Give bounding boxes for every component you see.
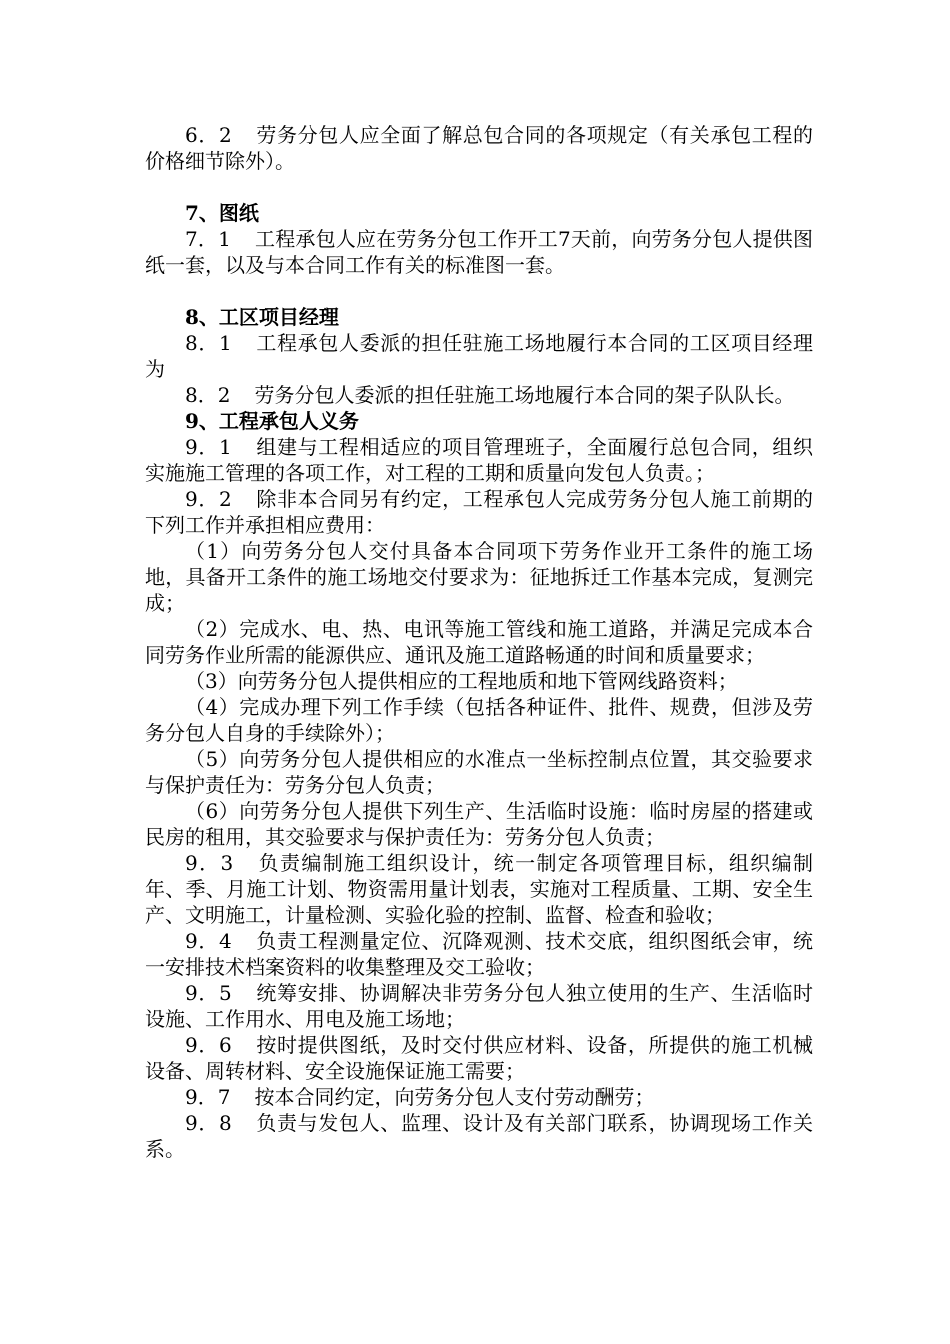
clause-7-1 — [145, 226, 813, 278]
clause-number: 9．6 — [185, 1033, 232, 1057]
clause-text: 工程承包人应在劳务分包工作开工7天前，向劳务分包人提供图纸一套，以及与本合同工作有关的标准图一套。 — [145, 227, 813, 277]
clause-6-2 — [145, 122, 813, 174]
clause-number: 8．1 — [185, 331, 232, 355]
clause-text: 工程承包人委派的担任驻施工场地履行本合同的工区项目经理为 — [145, 331, 814, 381]
clause-9-2 — [145, 486, 813, 538]
list-item-4: （4）完成办理下列工作手续（包括各种证件、批件、规费，但涉及劳务分包人自身的手续除外）； — [145, 695, 813, 745]
clause-8-2 — [145, 382, 813, 408]
clause-number: 9．7 — [185, 1085, 231, 1109]
clause-number: 9．2 — [185, 487, 232, 511]
section-heading-8: 8、工区项目经理 — [185, 305, 339, 329]
clause-number: 9．1 — [185, 435, 232, 459]
clause-text: 按时提供图纸，及时交付供应材料、设备，所提供的施工机械设备、周转材料、安全设施保证施工需要； — [145, 1033, 814, 1083]
clause-number: 6．2 — [185, 123, 232, 147]
clause-9-8 — [145, 1110, 813, 1162]
list-item-2: （2）完成水、电、热、电讯等施工管线和施工道路，并满足完成本合同劳务作业所需的能源供应、通讯及施工道路畅通的时间和质量要求； — [145, 617, 813, 667]
section-heading-9: 9、工程承包人义务 — [185, 409, 359, 433]
clause-number: 9．8 — [185, 1111, 232, 1135]
list-item-1: （1）向劳务分包人交付具备本合同项下劳务作业开工条件的施工场地，具备开工条件的施工场地交付要求为：征地拆迁工作基本完成，复测完成； — [145, 539, 813, 615]
section-heading-7: 7、图纸 — [185, 201, 259, 225]
clause-text: 统筹安排、协调解决非劳务分包人独立使用的生产、生活临时设施、工作用水、用电及施工场地； — [145, 981, 814, 1031]
spacer — [145, 278, 813, 304]
clause-text: 除非本合同另有约定，工程承包人完成劳务分包人施工前期的下列工作并承担相应费用： — [145, 487, 814, 537]
clause-9-4 — [145, 928, 813, 980]
clause-text: 组建与工程相适应的项目管理班子，全面履行总包合同，组织实施施工管理的各项工作，对工程的工期和质量向发包人负责。； — [145, 435, 814, 485]
document-page — [145, 122, 813, 1162]
clause-8-1 — [145, 330, 813, 382]
clause-9-5 — [145, 980, 813, 1032]
clause-number: 8．2 — [185, 383, 231, 407]
clause-9-7 — [145, 1084, 813, 1110]
list-item-6: （6）向劳务分包人提供下列生产、生活临时设施：临时房屋的搭建或民房的租用，其交验要求与保护责任为：劳务分包人负责； — [145, 799, 813, 849]
clause-number: 9．3 — [185, 851, 234, 875]
clause-text: 负责编制施工组织设计，统一制定各项管理目标，组织编制年、季、月施工计划、物资需用量计划表，实施对工程质量、工期、安全生产、文明施工，计量检测、实验化验的控制、监督、检查和验收； — [145, 851, 813, 927]
clause-text: 劳务分包人应全面了解总包合同的各项规定（有关承包工程的价格细节除外）。 — [145, 123, 814, 173]
clause-number: 9．4 — [185, 929, 232, 953]
clause-text: 负责与发包人、监理、设计及有关部门联系，协调现场工作关系。 — [145, 1111, 814, 1161]
list-item-3: （3）向劳务分包人提供相应的工程地质和地下管网线路资料； — [185, 669, 738, 693]
spacer — [145, 174, 813, 200]
clause-9-6 — [145, 1032, 813, 1084]
list-item-5: （5）向劳务分包人提供相应的水准点一坐标控制点位置，其交验要求与保护责任为：劳务分包人负责； — [145, 747, 813, 797]
clause-number: 9．5 — [185, 981, 232, 1005]
clause-9-1 — [145, 434, 813, 486]
clause-text: 劳务分包人委派的担任驻施工场地履行本合同的架子队队长。 — [254, 383, 795, 407]
clause-text: 负责工程测量定位、沉降观测、技术交底，组织图纸会审，统一安排技术档案资料的收集整理及交工验收； — [145, 929, 814, 979]
clause-9-3 — [145, 850, 813, 928]
clause-text: 按本合同约定，向劳务分包人支付劳动酬劳； — [254, 1085, 655, 1109]
clause-number: 7．1 — [185, 227, 231, 251]
